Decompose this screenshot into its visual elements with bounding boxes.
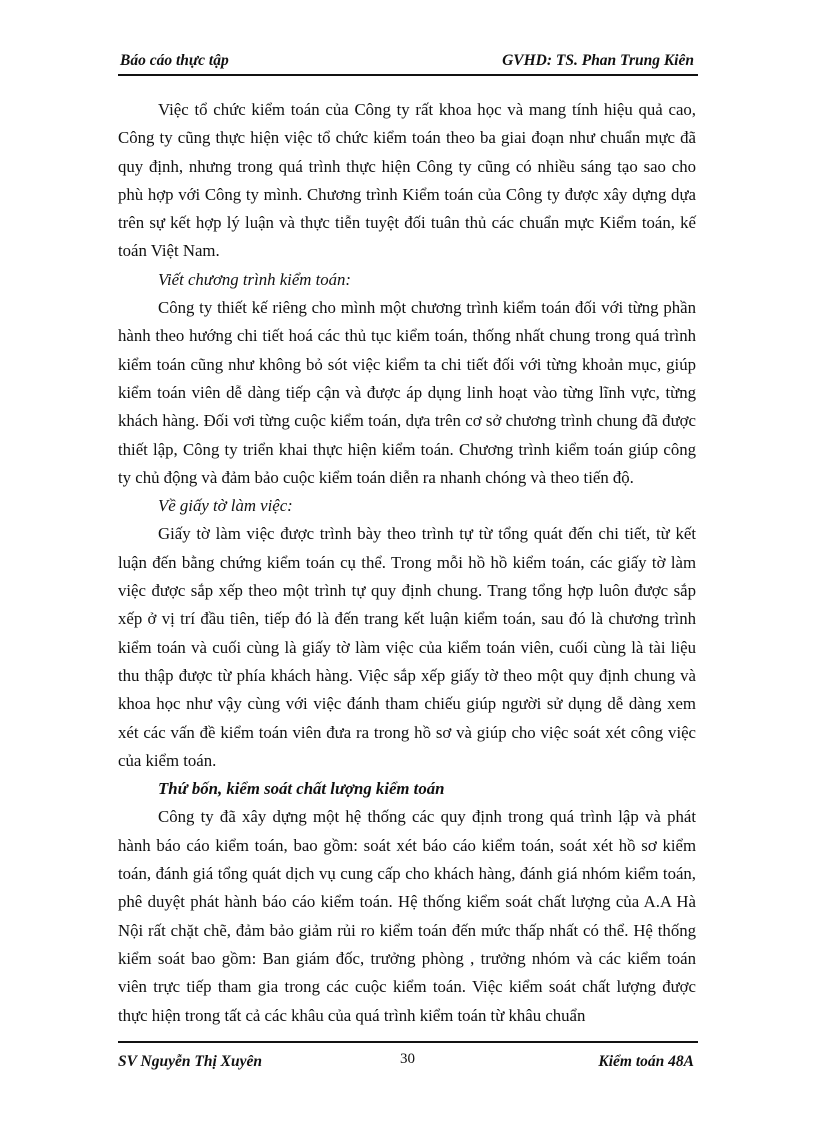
page-header <box>118 50 698 74</box>
page-footer <box>118 1049 698 1073</box>
footer-student-name: SV Nguyễn Thị Xuyên <box>118 1053 262 1070</box>
body-text <box>118 96 696 1030</box>
paragraph-audit-organization: Việc tổ chức kiểm toán của Công ty rất khoa học và mang tính hiệu quả cao, Công ty cũng thực hiện việc tổ chức kiểm toán theo ba giai đoạn như chuẩn mực đã quy định, nhưng trong quá trình thực hiện Công ty cũng có nhiều sáng tạo sao cho phù hợp với Công ty mình. Chương trình Kiểm toán của Công ty được xây dựng dựa trên sự kết hợp lý luận và thực tiễn tuyệt đối tuân thủ các chuẩn mực Kiểm toán, kế toán Việt Nam. <box>118 100 696 261</box>
section-heading-quality-control: Thứ bốn, kiểm soát chất lượng kiểm toán <box>158 779 445 799</box>
header-rule <box>118 74 698 76</box>
paragraph-working-papers: Giấy tờ làm việc được trình bày theo trình tự từ tổng quát đến chi tiết, từ kết luận đến bằng chứng kiểm toán cụ thể. Trong mỗi hồ hồ kiểm toán, các giấy tờ làm việc được sắp xếp theo một trình tự quy định chung. Trang tổng hợp luôn được sắp xếp ở vị trí đầu tiên, tiếp đó là đến trang kết luận kiểm toán, sau đó là chương trình kiểm toán và cuối cùng là giấy tờ làm việc của kiểm toán viên, cuối cùng là tài liệu thu thập được từ phía khách hàng. Việc sắp xếp giấy tờ theo một quy định chung và khoa học như vậy cùng với việc đánh tham chiếu giúp người sử dụng dễ dàng xem xét các vấn đề kiểm toán viên đưa ra trong hồ sơ và giúp cho việc soát xét công việc của kiểm toán. <box>118 524 696 770</box>
header-report-title: Báo cáo thực tập <box>120 52 229 69</box>
header-supervisor: GVHD: TS. Phan Trung Kiên <box>502 52 694 69</box>
footer-class: Kiểm toán 48A <box>598 1053 694 1070</box>
page-number: 30 <box>400 1051 415 1067</box>
paragraph-audit-program: Công ty thiết kế riêng cho mình một chương trình kiểm toán đối với từng phần hành theo hướng chi tiết hoá các thủ tục kiểm toán, thống nhất chung trong quá trình kiểm toán cũng như không bỏ sót việc kiểm ta chi tiết đối với từng khoản mục, giúp kiểm toán viên dễ dàng tiếp cận và được áp dụng linh hoạt vào từng lĩnh vực, từng khách hàng. Đối vơi từng cuộc kiểm toán, dựa trên cơ sở chương trình chung đã được thiết lập, Công ty triển khai thực hiện kiểm toán. Chương trình kiểm toán giúp công ty chủ động và đảm bảo cuộc kiểm toán diễn ra nhanh chóng và theo tiến độ. <box>118 298 696 487</box>
subheading-audit-program: Viết chương trình kiểm toán: <box>158 269 352 289</box>
subheading-working-papers: Về giấy tờ làm việc: <box>158 496 293 516</box>
paragraph-quality-control: Công ty đã xây dựng một hệ thống các quy định trong quá trình lập và phát hành báo cáo kiểm toán, bao gồm: soát xét báo cáo kiểm toán, soát xét hồ sơ kiểm toán, đánh giá tổng quát dịch vụ cung cấp cho khách hàng, đánh giá nhóm kiểm toán, phê duyệt phát hành báo cáo kiểm toán. Hệ thống kiểm soát chất lượng của A.A Hà Nội rất chặt chẽ, đảm bảo giảm rủi ro kiểm toán đến mức thấp nhất có thể. Hệ thống kiểm soát bao gồm: Ban giám đốc, trưởng phòng , trưởng nhóm và các kiểm toán viên trực tiếp tham gia trong các cuộc kiểm toán. Việc kiểm soát chất lượng được thực hiện trong tất cả các khâu của quá trình kiểm toán từ khâu chuẩn <box>118 807 696 1025</box>
footer-rule <box>118 1041 698 1043</box>
